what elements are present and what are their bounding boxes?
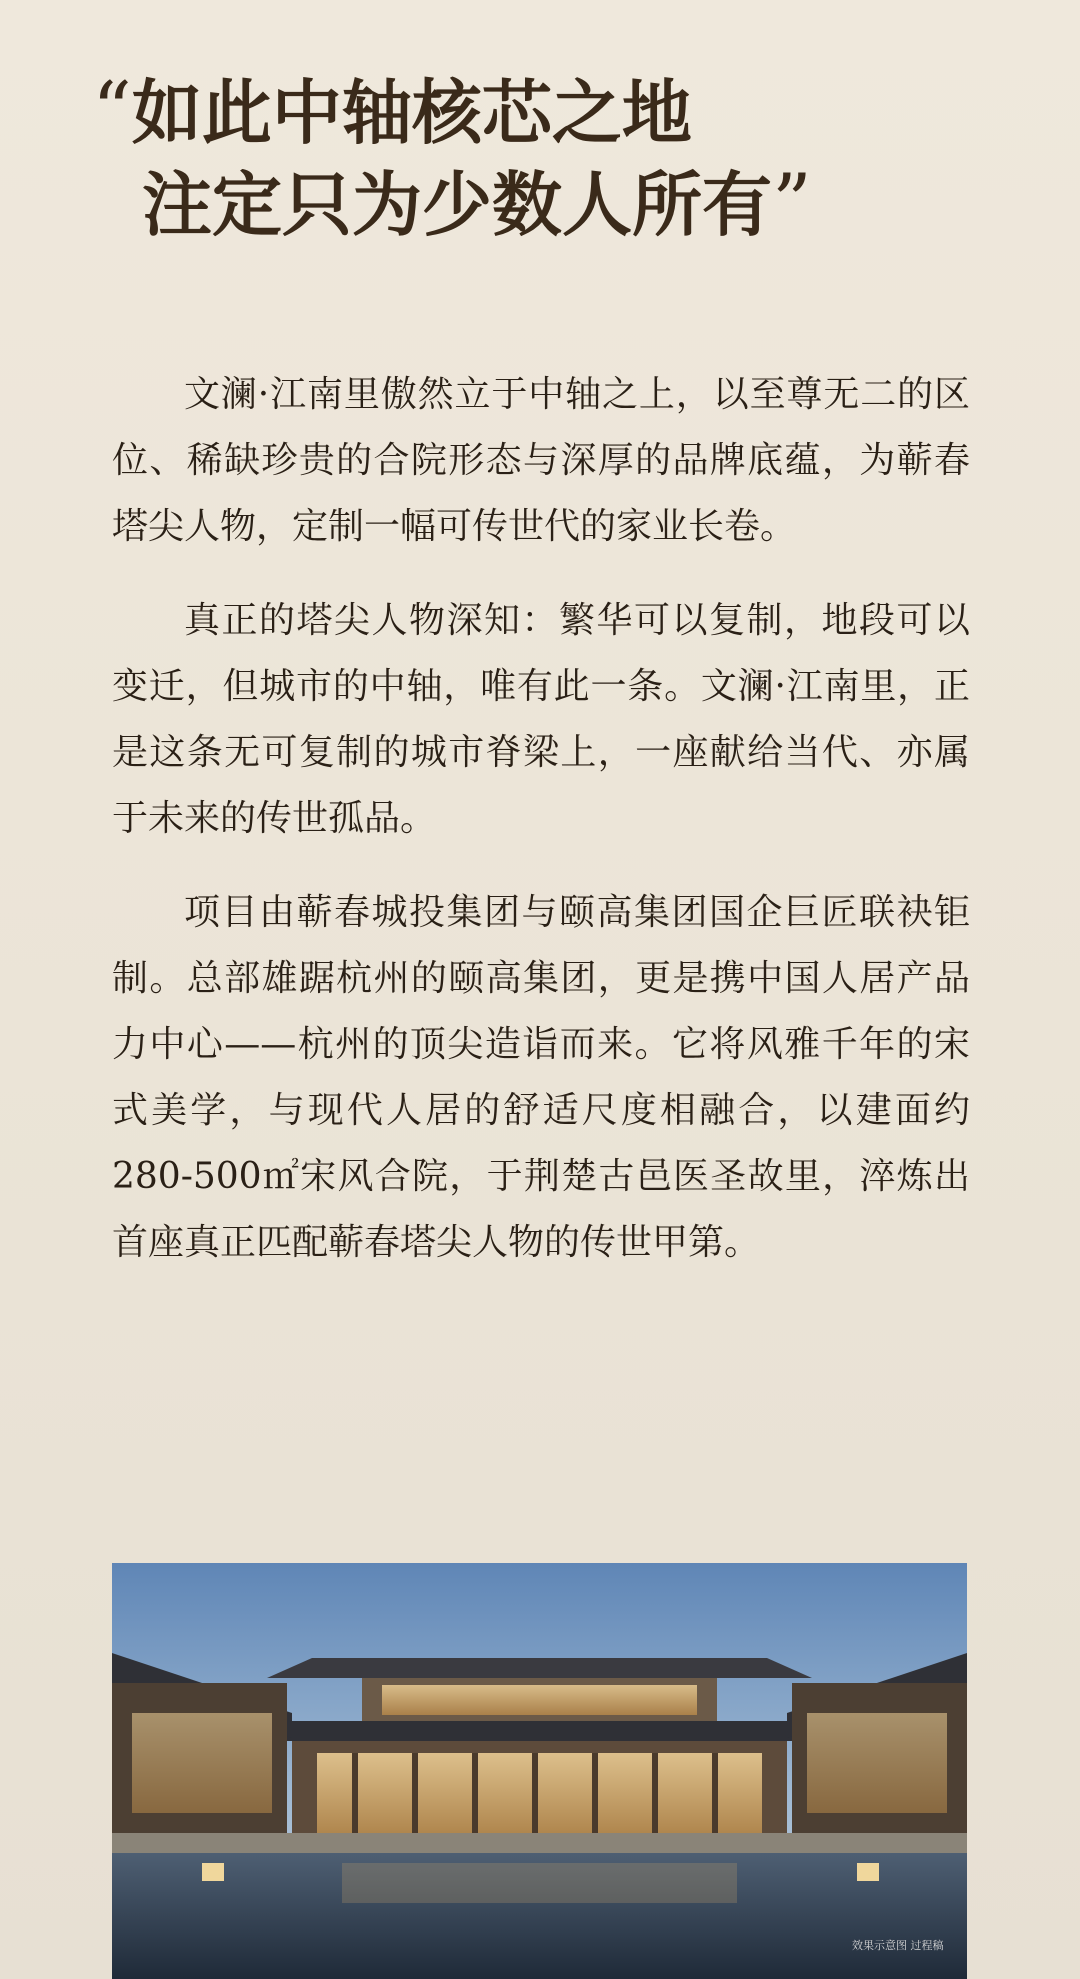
close-quote: ” [772, 158, 812, 248]
heading-line-2 [92, 158, 992, 256]
page-heading [92, 66, 992, 256]
paragraph-3: 项目由蕲春城投集团与颐高集团国企巨匠联袂钜制。总部雄踞杭州的颐高集团，更是携中国人居产品力中心——杭州的顶尖造诣而来。它将风雅千年的宋式美学，与现代人居的舒适尺度相融合，以建面约280-500㎡宋风合院，于荆楚古邑医圣故里，淬炼出首座真正匹配蕲春塔尖人物的传世甲第。 [112, 892, 970, 1263]
open-quote: “ [92, 66, 132, 156]
heading-line-2-text: 注定只为少数人所有 [142, 163, 772, 246]
paragraph-1: 文澜·江南里傲然立于中轴之上，以至尊无二的区位、稀缺珍贵的合院形态与深厚的品牌底蕴，为蕲春塔尖人物，定制一幅可传世代的家业长卷。 [112, 374, 970, 547]
heading-line-1 [92, 66, 992, 164]
courtyard-rendering-image [112, 1563, 967, 1979]
heading-line-1-text: 如此中轴核芯之地 [131, 71, 692, 154]
paragraph-2: 真正的塔尖人物深知：繁华可以复制，地段可以变迁，但城市的中轴，唯有此一条。文澜·江南里，正是这条无可复制的城市脊梁上，一座献给当代、亦属于未来的传世孤品。 [112, 600, 970, 839]
article-body [112, 362, 970, 1304]
image-caption: 效果示意图 过程稿 [852, 1939, 944, 1952]
